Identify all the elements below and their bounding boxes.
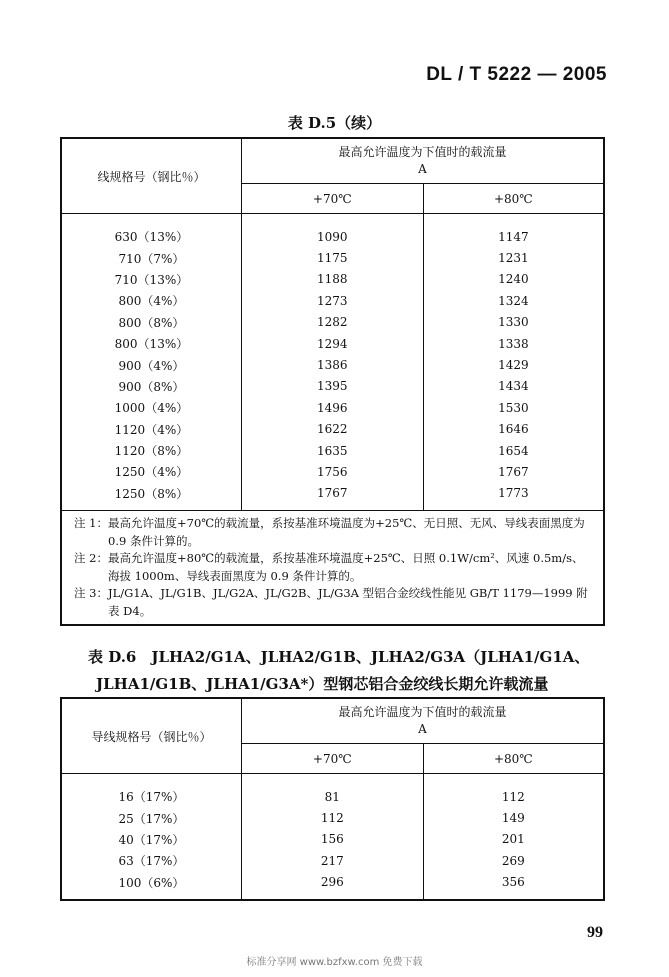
cell-spec: 40（17%）	[61, 829, 241, 850]
note-2-text: 最高允许温度+80℃的载流量，系按基准环境温度+25℃、日照 0.1W/cm²、风速 0.5m/s、海拔 1000m、导线表面黑度为 0.9 条件计算的。	[108, 551, 584, 583]
cell-spec: 63（17%）	[61, 850, 241, 871]
cell-spec: 630（13%）	[61, 226, 241, 247]
cell-80: 1429	[423, 354, 604, 375]
cell-70: 81	[241, 786, 423, 807]
cell-80: 269	[423, 850, 604, 871]
table-row	[61, 483, 604, 511]
note-1	[74, 515, 593, 550]
table-d6-caption-line2: JLHA1/G1B、JLHA1/G3A*）型钢芯铝合金绞线长期允许载流量	[96, 675, 549, 693]
cell-spec: 800（8%）	[61, 312, 241, 333]
cell-80: 1767	[423, 461, 604, 482]
cell-80: 1646	[423, 419, 604, 440]
cell-spec: 1120（4%）	[61, 419, 241, 440]
cell-70: 1188	[241, 269, 423, 290]
table-d5-group-header	[241, 138, 604, 184]
cell-70: 1635	[241, 440, 423, 461]
table-d6	[60, 697, 605, 901]
table-d5-header-70: +70℃	[241, 184, 423, 214]
document-id: DL / T 5222 — 2005	[426, 64, 607, 85]
table-d6-group-title: 最高允许温度为下值时的载流量	[338, 705, 507, 719]
cell-70: 156	[241, 829, 423, 850]
cell-80: 1147	[423, 226, 604, 247]
footer-watermark: 标准分享网 www.bzfxw.com 免费下载	[246, 957, 423, 968]
table-d5-spec-header: 线规格号（钢比％）	[61, 138, 241, 214]
cell-spec: 1250（8%）	[61, 483, 241, 511]
cell-80: 1231	[423, 247, 604, 268]
cell-80: 1530	[423, 397, 604, 418]
note-1-text: 最高允许温度+70℃的载流量，系按基准环境温度为+25℃、无日照、无风、导线表面黑度为 0.9 条件计算的。	[108, 516, 585, 548]
table-row	[61, 461, 604, 482]
cell-80: 1324	[423, 290, 604, 311]
table-row	[61, 354, 604, 375]
cell-70: 1273	[241, 290, 423, 311]
table-d5	[60, 137, 605, 511]
cell-80: 112	[423, 786, 604, 807]
table-row	[61, 419, 604, 440]
table-d5-notes	[60, 510, 605, 626]
cell-spec: 16（17%）	[61, 786, 241, 807]
table-d6-spec-header: 导线规格号（钢比％）	[61, 698, 241, 774]
table-d5-group-title: 最高允许温度为下值时的载流量	[338, 145, 507, 159]
cell-spec: 900（4%）	[61, 354, 241, 375]
table-row	[61, 290, 604, 311]
cell-70: 1756	[241, 461, 423, 482]
cell-spec: 25（17%）	[61, 807, 241, 828]
table-row	[61, 440, 604, 461]
note-2	[74, 550, 593, 585]
cell-spec: 710（7%）	[61, 247, 241, 268]
cell-70: 217	[241, 850, 423, 871]
table-row	[61, 786, 604, 807]
table-row	[61, 850, 604, 871]
note-2-label: 注 2：	[74, 551, 108, 565]
table-row	[61, 312, 604, 333]
cell-80: 1330	[423, 312, 604, 333]
cell-spec: 900（8%）	[61, 376, 241, 397]
table-d6-group-header	[241, 698, 604, 744]
cell-80: 1240	[423, 269, 604, 290]
cell-spec: 100（6%）	[61, 872, 241, 900]
cell-70: 112	[241, 807, 423, 828]
cell-spec: 1000（4%）	[61, 397, 241, 418]
table-row	[61, 397, 604, 418]
cell-70: 1386	[241, 354, 423, 375]
cell-spec: 1250（4%）	[61, 461, 241, 482]
table-row	[61, 333, 604, 354]
cell-spec: 1120（8%）	[61, 440, 241, 461]
cell-80: 1434	[423, 376, 604, 397]
table-d5-header-80: +80℃	[423, 184, 604, 214]
note-3	[74, 585, 593, 620]
table-d6-caption-line1: 表 D.6 JLHA2/G1A、JLHA2/G1B、JLHA2/G3A（JLHA1/G1A、	[88, 648, 590, 666]
table-d6-header-80: +80℃	[423, 744, 604, 774]
note-1-label: 注 1：	[74, 516, 108, 530]
cell-70: 1622	[241, 419, 423, 440]
page-number: 99	[587, 924, 603, 941]
cell-80: 1338	[423, 333, 604, 354]
cell-80: 201	[423, 829, 604, 850]
cell-70: 1395	[241, 376, 423, 397]
table-row	[61, 269, 604, 290]
cell-70: 1294	[241, 333, 423, 354]
table-d5-caption: 表 D.5（续）	[287, 114, 382, 132]
table-row	[61, 226, 604, 247]
cell-80: 1654	[423, 440, 604, 461]
cell-70: 1175	[241, 247, 423, 268]
table-d5-unit: A	[418, 162, 427, 176]
table-row	[61, 807, 604, 828]
table-d6-header-70: +70℃	[241, 744, 423, 774]
cell-70: 1496	[241, 397, 423, 418]
cell-80: 149	[423, 807, 604, 828]
table-row	[61, 829, 604, 850]
cell-spec: 800（13%）	[61, 333, 241, 354]
cell-80: 1773	[423, 483, 604, 511]
cell-70: 296	[241, 872, 423, 900]
cell-spec: 710（13%）	[61, 269, 241, 290]
table-d6-unit: A	[418, 722, 427, 736]
cell-70: 1282	[241, 312, 423, 333]
cell-spec: 800（4%）	[61, 290, 241, 311]
table-row	[61, 376, 604, 397]
note-3-text: JL/G1A、JL/G1B、JL/G2A、JL/G2B、JL/G3A 型铝合金绞线性能见 GB/T 1179—1999 附表 D4。	[108, 586, 588, 618]
note-3-label: 注 3：	[74, 586, 108, 600]
cell-80: 356	[423, 872, 604, 900]
table-row	[61, 872, 604, 900]
cell-70: 1090	[241, 226, 423, 247]
cell-70: 1767	[241, 483, 423, 511]
table-row	[61, 247, 604, 268]
